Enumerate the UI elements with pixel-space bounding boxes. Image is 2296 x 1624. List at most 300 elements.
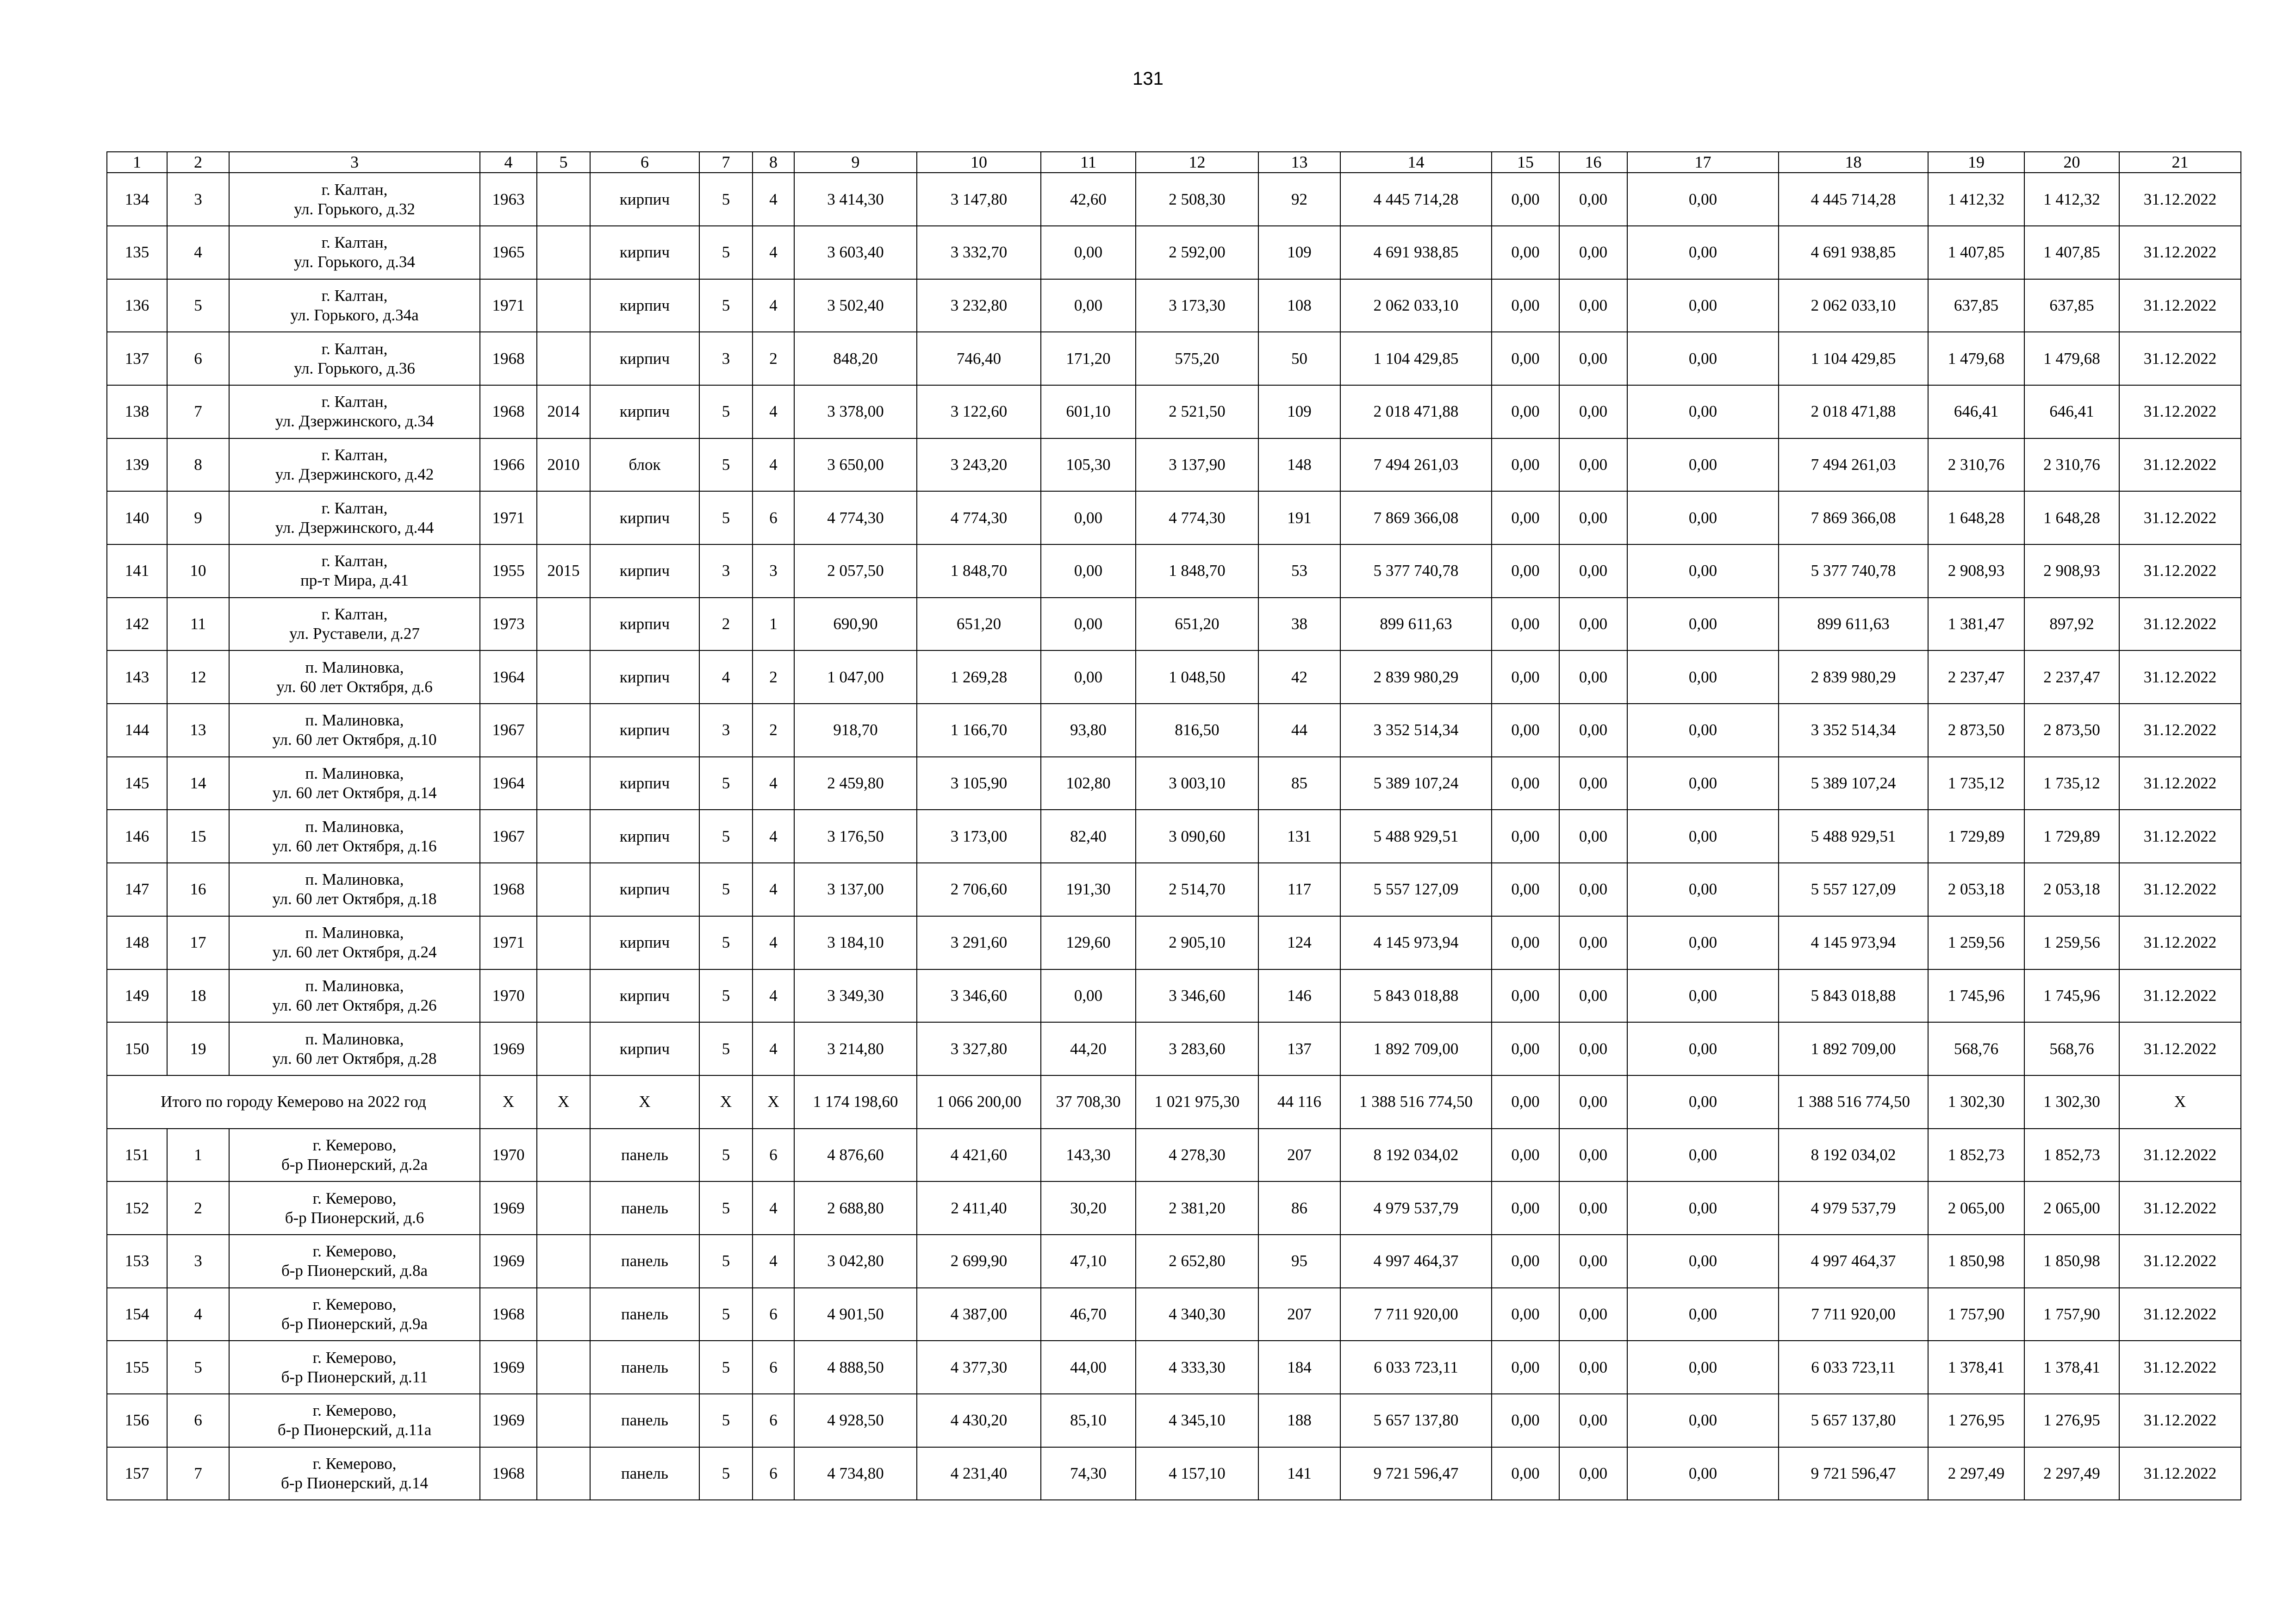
address-cell: [229, 757, 480, 810]
row-number: 149: [107, 969, 167, 1023]
cell-c19: 1 259,56: [1928, 916, 2024, 969]
cell-c17: 0,00: [1627, 332, 1779, 385]
cell-c9: 4 876,60: [794, 1129, 917, 1182]
cell-fl: 5: [699, 810, 753, 863]
cell-c12: 4 157,10: [1136, 1447, 1258, 1500]
cell-rec: [537, 1129, 590, 1182]
cell-c15: 0,00: [1492, 1235, 1559, 1288]
cell-ent: 2: [753, 650, 794, 704]
cell-c18: 2 018 471,88: [1779, 385, 1928, 438]
cell-c17: 0,00: [1627, 1075, 1779, 1129]
cell-c19: 2 297,49: [1928, 1447, 2024, 1500]
cell-c20: 1 850,98: [2024, 1235, 2119, 1288]
cell-c18: 5 377 740,78: [1779, 544, 1928, 598]
cell-c18: 5 657 137,80: [1779, 1394, 1928, 1447]
cell-c18: 4 445 714,28: [1779, 173, 1928, 226]
address-street: б-р Пионерский, д.2а: [281, 1155, 428, 1174]
address-cell: [229, 1394, 480, 1447]
cell-ent: 4: [753, 1022, 794, 1075]
cell-c9: 1 174 198,60: [794, 1075, 917, 1129]
cell-c21: 31.12.2022: [2119, 598, 2241, 651]
cell-c9: 918,70: [794, 704, 917, 757]
cell-c14: 5 488 929,51: [1340, 810, 1492, 863]
row-number: 153: [107, 1235, 167, 1288]
address-locality: г. Кемерово,: [312, 1295, 397, 1313]
table-row: [107, 650, 2241, 704]
cell-rec: [537, 279, 590, 332]
cell-c21: X: [2119, 1075, 2241, 1129]
address-locality: г. Калтан,: [321, 499, 388, 517]
cell-c20: 637,85: [2024, 279, 2119, 332]
row-number: 144: [107, 704, 167, 757]
cell-c13: 38: [1258, 598, 1340, 651]
row-local-number: 17: [167, 916, 229, 969]
cell-c17: 0,00: [1627, 916, 1779, 969]
cell-rec: [537, 1341, 590, 1394]
cell-c13: 124: [1258, 916, 1340, 969]
row-number: 137: [107, 332, 167, 385]
column-header-5: 5: [537, 152, 590, 173]
cell-c12: 2 514,70: [1136, 863, 1258, 916]
cell-c9: 2 057,50: [794, 544, 917, 598]
cell-c14: 1 104 429,85: [1340, 332, 1492, 385]
address-cell: [229, 969, 480, 1023]
cell-c15: 0,00: [1492, 279, 1559, 332]
cell-c9: 3 414,30: [794, 173, 917, 226]
cell-c14: 5 843 018,88: [1340, 969, 1492, 1023]
cell-c11: 0,00: [1041, 598, 1136, 651]
cell-rec: [537, 1447, 590, 1500]
cell-c12: 2 381,20: [1136, 1181, 1258, 1235]
row-local-number: 12: [167, 650, 229, 704]
column-header-8: 8: [753, 152, 794, 173]
cell-c17: 0,00: [1627, 173, 1779, 226]
cell-c12: 3 003,10: [1136, 757, 1258, 810]
cell-c15: 0,00: [1492, 1181, 1559, 1235]
cell-c17: 0,00: [1627, 1447, 1779, 1500]
cell-c11: 0,00: [1041, 279, 1136, 332]
cell-c20: 1 757,90: [2024, 1288, 2119, 1341]
address-street: ул. 60 лет Октября, д.14: [272, 784, 437, 802]
column-number-row: [107, 152, 2241, 173]
cell-c19: 1 302,30: [1928, 1075, 2024, 1129]
cell-c20: 1 302,30: [2024, 1075, 2119, 1129]
cell-year: 1969: [480, 1022, 537, 1075]
cell-c17: 0,00: [1627, 385, 1779, 438]
address-locality: г. Кемерово,: [312, 1401, 397, 1420]
cell-c18: 5 557 127,09: [1779, 863, 1928, 916]
cell-c21: 31.12.2022: [2119, 1181, 2241, 1235]
column-header-9: 9: [794, 152, 917, 173]
cell-c15: 0,00: [1492, 704, 1559, 757]
cell-c20: 2 873,50: [2024, 704, 2119, 757]
cell-year: 1964: [480, 757, 537, 810]
table-row: [107, 173, 2241, 226]
table-row: [107, 1394, 2241, 1447]
cell-c20: 1 735,12: [2024, 757, 2119, 810]
row-number: 148: [107, 916, 167, 969]
cell-c9: 4 774,30: [794, 491, 917, 544]
address-locality: п. Малиновка,: [305, 1030, 404, 1048]
cell-c12: 3 173,30: [1136, 279, 1258, 332]
cell-c18: 899 611,63: [1779, 598, 1928, 651]
address-street: ул. Дзержинского, д.44: [275, 518, 434, 537]
cell-c15: 0,00: [1492, 1129, 1559, 1182]
cell-ent: 6: [753, 1447, 794, 1500]
cell-fl: 3: [699, 332, 753, 385]
cell-c11: 82,40: [1041, 810, 1136, 863]
row-local-number: 9: [167, 491, 229, 544]
address-cell: [229, 173, 480, 226]
cell-c13: 53: [1258, 544, 1340, 598]
cell-rec: [537, 916, 590, 969]
cell-c12: 651,20: [1136, 598, 1258, 651]
cell-fl: 5: [699, 969, 753, 1023]
cell-fl: 5: [699, 438, 753, 492]
column-header-20: 20: [2024, 152, 2119, 173]
row-number: 141: [107, 544, 167, 598]
address-street: ул. 60 лет Октября, д.6: [276, 677, 433, 696]
cell-ent: 6: [753, 1394, 794, 1447]
cell-c13: 191: [1258, 491, 1340, 544]
row-local-number: 5: [167, 1341, 229, 1394]
address-locality: г. Кемерово,: [312, 1136, 397, 1154]
cell-c11: 44,20: [1041, 1022, 1136, 1075]
cell-c9: 3 603,40: [794, 226, 917, 279]
address-street: б-р Пионерский, д.8а: [281, 1262, 428, 1280]
cell-c19: 1 852,73: [1928, 1129, 2024, 1182]
cell-year: 1963: [480, 173, 537, 226]
cell-c13: 109: [1258, 385, 1340, 438]
cell-c15: 0,00: [1492, 491, 1559, 544]
cell-c17: 0,00: [1627, 1235, 1779, 1288]
cell-c15: 0,00: [1492, 1394, 1559, 1447]
cell-c11: 0,00: [1041, 491, 1136, 544]
address-street: б-р Пионерский, д.6: [285, 1208, 424, 1227]
row-local-number: 3: [167, 1235, 229, 1288]
column-header-11: 11: [1041, 152, 1136, 173]
cell-c16: 0,00: [1559, 598, 1627, 651]
cell-c11: 0,00: [1041, 226, 1136, 279]
cell-c19: 1 412,32: [1928, 173, 2024, 226]
cell-c13: 146: [1258, 969, 1340, 1023]
address-street: б-р Пионерский, д.9а: [281, 1314, 428, 1333]
cell-c15: 0,00: [1492, 1075, 1559, 1129]
cell-c18: 2 062 033,10: [1779, 279, 1928, 332]
cell-fl: 5: [699, 491, 753, 544]
cell-c17: 0,00: [1627, 810, 1779, 863]
cell-rec: [537, 491, 590, 544]
row-number: 140: [107, 491, 167, 544]
cell-mat: панель: [590, 1288, 699, 1341]
cell-c11: 105,30: [1041, 438, 1136, 492]
cell-c9: 2 688,80: [794, 1181, 917, 1235]
cell-c13: 44 116: [1258, 1075, 1340, 1129]
address-cell: [229, 1235, 480, 1288]
cell-mat: панель: [590, 1235, 699, 1288]
row-local-number: 3: [167, 173, 229, 226]
cell-c13: 117: [1258, 863, 1340, 916]
cell-c9: 3 650,00: [794, 438, 917, 492]
cell-c16: 0,00: [1559, 650, 1627, 704]
cell-c12: 1 048,50: [1136, 650, 1258, 704]
cell-c20: 2 065,00: [2024, 1181, 2119, 1235]
cell-c14: 4 145 973,94: [1340, 916, 1492, 969]
cell-c20: 1 276,95: [2024, 1394, 2119, 1447]
cell-ent: 6: [753, 1129, 794, 1182]
address-street: ул. Дзержинского, д.42: [275, 465, 434, 483]
cell-mat: кирпич: [590, 916, 699, 969]
row-local-number: 18: [167, 969, 229, 1023]
cell-c13: 141: [1258, 1447, 1340, 1500]
cell-ent: 4: [753, 385, 794, 438]
cell-c12: 2 508,30: [1136, 173, 1258, 226]
cell-c10: 3 243,20: [917, 438, 1041, 492]
address-cell: [229, 1447, 480, 1500]
cell-c21: 31.12.2022: [2119, 650, 2241, 704]
cell-c16: 0,00: [1559, 1288, 1627, 1341]
cell-c17: 0,00: [1627, 491, 1779, 544]
cell-c10: 2 411,40: [917, 1181, 1041, 1235]
cell-c21: 31.12.2022: [2119, 969, 2241, 1023]
cell-c18: 4 691 938,85: [1779, 226, 1928, 279]
cell-c11: 102,80: [1041, 757, 1136, 810]
address-cell: [229, 279, 480, 332]
cell-c16: 0,00: [1559, 810, 1627, 863]
address-street: б-р Пионерский, д.11а: [277, 1421, 432, 1439]
cell-c11: 46,70: [1041, 1288, 1136, 1341]
address-cell: [229, 1288, 480, 1341]
cell-c15: 0,00: [1492, 332, 1559, 385]
cell-c16: 0,00: [1559, 226, 1627, 279]
cell-c10: 3 232,80: [917, 279, 1041, 332]
cell-c14: 7 494 261,03: [1340, 438, 1492, 492]
address-cell: [229, 544, 480, 598]
cell-ent: 4: [753, 1235, 794, 1288]
column-header-18: 18: [1779, 152, 1928, 173]
cell-c18: 5 488 929,51: [1779, 810, 1928, 863]
cell-c16: 0,00: [1559, 385, 1627, 438]
row-number: 142: [107, 598, 167, 651]
cell-mat: панель: [590, 1447, 699, 1500]
cell-c16: 0,00: [1559, 1181, 1627, 1235]
cell-c17: 0,00: [1627, 1181, 1779, 1235]
cell-c9: 3 214,80: [794, 1022, 917, 1075]
cell-c13: 188: [1258, 1394, 1340, 1447]
cell-c12: 2 521,50: [1136, 385, 1258, 438]
cell-rec: [537, 1235, 590, 1288]
row-number: 136: [107, 279, 167, 332]
address-cell: [229, 1181, 480, 1235]
cell-c21: 31.12.2022: [2119, 810, 2241, 863]
cell-year: 1968: [480, 1288, 537, 1341]
cell-c21: 31.12.2022: [2119, 916, 2241, 969]
table-row: [107, 1022, 2241, 1075]
cell-mat: кирпич: [590, 491, 699, 544]
table-row: [107, 491, 2241, 544]
cell-fl: 5: [699, 1394, 753, 1447]
column-header-2: 2: [167, 152, 229, 173]
cell-c20: 1 729,89: [2024, 810, 2119, 863]
row-local-number: 5: [167, 279, 229, 332]
cell-c10: 1 848,70: [917, 544, 1041, 598]
cell-rec: [537, 810, 590, 863]
cell-c9: 690,90: [794, 598, 917, 651]
cell-year: 1967: [480, 810, 537, 863]
column-header-1: 1: [107, 152, 167, 173]
cell-c13: 50: [1258, 332, 1340, 385]
address-cell: [229, 1129, 480, 1182]
cell-c10: 1 166,70: [917, 704, 1041, 757]
cell-c12: 4 333,30: [1136, 1341, 1258, 1394]
cell-rec: [537, 1288, 590, 1341]
cell-c10: 4 387,00: [917, 1288, 1041, 1341]
cell-mat: кирпич: [590, 279, 699, 332]
cell-c18: 7 711 920,00: [1779, 1288, 1928, 1341]
cell-c20: 1 378,41: [2024, 1341, 2119, 1394]
address-locality: г. Калтан,: [321, 180, 388, 199]
address-street: б-р Пионерский, д.14: [280, 1474, 429, 1493]
cell-c11: 143,30: [1041, 1129, 1136, 1182]
cell-ent: 4: [753, 810, 794, 863]
cell-c16: 0,00: [1559, 1394, 1627, 1447]
table-row: [107, 279, 2241, 332]
total-row: [107, 1075, 2241, 1129]
cell-c19: 1 378,41: [1928, 1341, 2024, 1394]
cell-rec: [537, 1394, 590, 1447]
row-number: 146: [107, 810, 167, 863]
address-locality: п. Малиновка,: [305, 817, 404, 836]
cell-c17: 0,00: [1627, 598, 1779, 651]
address-cell: [229, 650, 480, 704]
cell-fl: 5: [699, 279, 753, 332]
cell-fl: 5: [699, 1181, 753, 1235]
cell-c11: 0,00: [1041, 544, 1136, 598]
table-row: [107, 1447, 2241, 1500]
cell-ent: 4: [753, 916, 794, 969]
table-row: [107, 598, 2241, 651]
table-row: [107, 1288, 2241, 1341]
cell-c14: 8 192 034,02: [1340, 1129, 1492, 1182]
cell-c10: 4 430,20: [917, 1394, 1041, 1447]
address-cell: [229, 810, 480, 863]
row-number: 143: [107, 650, 167, 704]
cell-c16: 0,00: [1559, 704, 1627, 757]
cell-ent: 4: [753, 863, 794, 916]
cell-c10: 3 327,80: [917, 1022, 1041, 1075]
cell-c12: 3 090,60: [1136, 810, 1258, 863]
cell-c18: 1 388 516 774,50: [1779, 1075, 1928, 1129]
address-locality: г. Калтан,: [321, 286, 388, 305]
table-row: [107, 863, 2241, 916]
row-number: 147: [107, 863, 167, 916]
cell-ent: 4: [753, 226, 794, 279]
cell-c10: 2 706,60: [917, 863, 1041, 916]
column-header-7: 7: [699, 152, 753, 173]
cell-c14: 2 839 980,29: [1340, 650, 1492, 704]
cell-year: 1969: [480, 1394, 537, 1447]
cell-c11: 30,20: [1041, 1181, 1136, 1235]
cell-rec: 2015: [537, 544, 590, 598]
table-row: [107, 1129, 2241, 1182]
cell-c21: 31.12.2022: [2119, 1129, 2241, 1182]
cell-rec: 2010: [537, 438, 590, 492]
cell-c14: 1 892 709,00: [1340, 1022, 1492, 1075]
cell-c11: 47,10: [1041, 1235, 1136, 1288]
cell-year: 1966: [480, 438, 537, 492]
cell-c19: 2 065,00: [1928, 1181, 2024, 1235]
cell-c10: 4 774,30: [917, 491, 1041, 544]
cell-c9: 1 047,00: [794, 650, 917, 704]
cell-c10: 3 291,60: [917, 916, 1041, 969]
cell-fl: 5: [699, 916, 753, 969]
cell-fl: 5: [699, 1022, 753, 1075]
cell-year: 1970: [480, 969, 537, 1023]
cell-c9: 4 901,50: [794, 1288, 917, 1341]
cell-c15: 0,00: [1492, 969, 1559, 1023]
cell-fl: X: [699, 1075, 753, 1129]
cell-fl: 5: [699, 173, 753, 226]
cell-c11: 44,00: [1041, 1341, 1136, 1394]
cell-year: 1968: [480, 863, 537, 916]
cell-c18: 4 997 464,37: [1779, 1235, 1928, 1288]
address-locality: п. Малиновка,: [305, 924, 404, 942]
cell-mat: кирпич: [590, 598, 699, 651]
cell-year: 1967: [480, 704, 537, 757]
cell-c14: 7 711 920,00: [1340, 1288, 1492, 1341]
table-row: [107, 969, 2241, 1023]
housing-registry-table: [106, 151, 2241, 1500]
cell-c9: 4 888,50: [794, 1341, 917, 1394]
cell-c17: 0,00: [1627, 863, 1779, 916]
address-locality: п. Малиновка,: [305, 870, 404, 889]
cell-c18: 4 145 973,94: [1779, 916, 1928, 969]
cell-c21: 31.12.2022: [2119, 544, 2241, 598]
cell-c16: 0,00: [1559, 438, 1627, 492]
cell-ent: 2: [753, 332, 794, 385]
cell-rec: [537, 704, 590, 757]
cell-mat: кирпич: [590, 969, 699, 1023]
cell-c9: 3 378,00: [794, 385, 917, 438]
cell-c10: 3 105,90: [917, 757, 1041, 810]
cell-c9: 3 349,30: [794, 969, 917, 1023]
address-street: ул. Руставели, д.27: [289, 625, 420, 643]
table-row: [107, 916, 2241, 969]
cell-c21: 31.12.2022: [2119, 1447, 2241, 1500]
cell-c19: 1 735,12: [1928, 757, 2024, 810]
cell-mat: кирпич: [590, 332, 699, 385]
cell-c18: 8 192 034,02: [1779, 1129, 1928, 1182]
cell-mat: панель: [590, 1341, 699, 1394]
cell-c16: 0,00: [1559, 1235, 1627, 1288]
cell-mat: панель: [590, 1129, 699, 1182]
cell-fl: 5: [699, 863, 753, 916]
cell-c19: 2 053,18: [1928, 863, 2024, 916]
table-row: [107, 1235, 2241, 1288]
column-header-14: 14: [1340, 152, 1492, 173]
cell-c19: 2 908,93: [1928, 544, 2024, 598]
address-locality: г. Калтан,: [321, 605, 388, 624]
address-street: ул. Дзержинского, д.34: [275, 412, 434, 431]
cell-c9: 2 459,80: [794, 757, 917, 810]
cell-c21: 31.12.2022: [2119, 438, 2241, 492]
cell-c16: 0,00: [1559, 757, 1627, 810]
address-locality: п. Малиновка,: [305, 764, 404, 783]
row-local-number: 8: [167, 438, 229, 492]
cell-fl: 2: [699, 598, 753, 651]
cell-rec: [537, 173, 590, 226]
cell-fl: 3: [699, 544, 753, 598]
